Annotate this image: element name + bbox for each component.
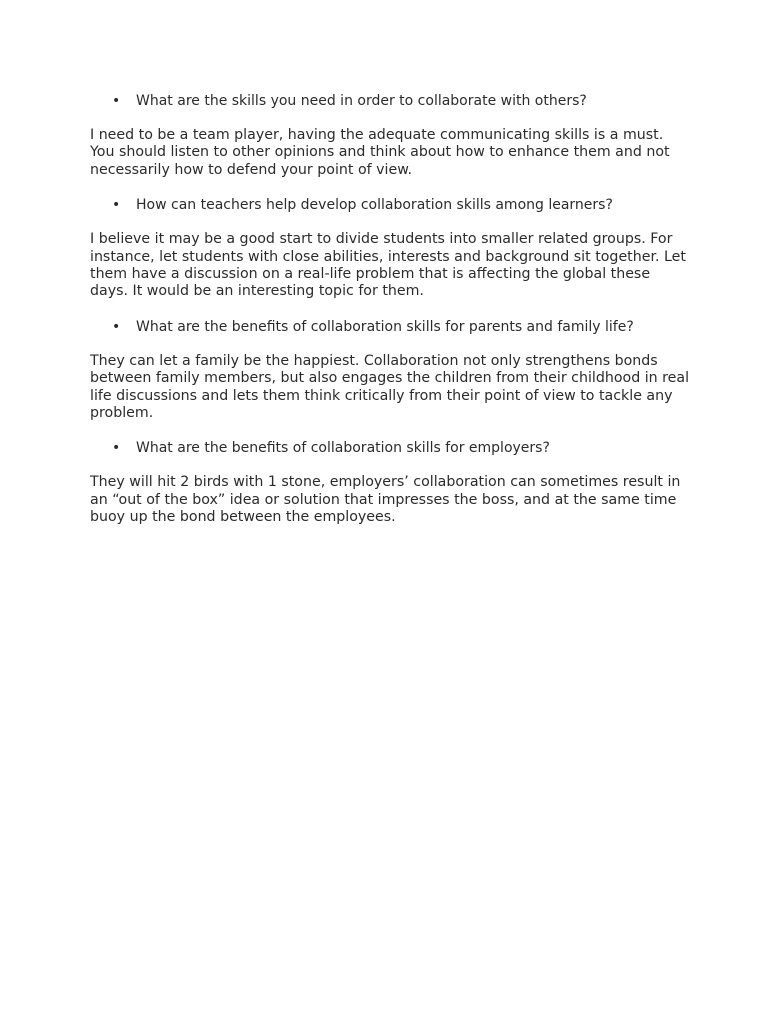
document-page (90, 92, 690, 544)
question-text: What are the benefits of collaboration skills for parents and family life? (136, 318, 634, 335)
bullet-icon: • (112, 197, 121, 214)
answer-paragraph: They will hit 2 birds with 1 stone, employers’ collaboration can sometimes result in an “out of the box” idea or solution that impresses the boss, and at the same time buoy up the bond between the employees. (90, 474, 681, 526)
answer-paragraph: They can let a family be the happiest. Collaboration not only strengthens bonds between family members, but also engages the children from their childhood in real life discussions and lets them think critically from their point of view to tackle any problem. (90, 352, 690, 422)
question-text: How can teachers help develop collaboration skills among learners? (136, 197, 613, 214)
qa-section-4 (90, 439, 690, 526)
bullet-icon: • (112, 440, 121, 457)
bullet-question (90, 196, 690, 214)
qa-section-1 (90, 92, 690, 179)
answer-paragraph: I need to be a team player, having the adequate communicating skills is a must. You should listen to other opinions and think about how to enhance them and not necessarily how to defend your point of view. (90, 127, 670, 178)
bullet-icon: • (112, 93, 121, 109)
bullet-question (90, 92, 690, 110)
answer-paragraph: I believe it may be a good start to divide students into smaller related groups. For instance, let students with close abilities, interests and background sit together. Let them have a discussion on a real-life problem that is affecting the global these days. It would be an interesting topic for them. (90, 231, 686, 300)
bullet-question (90, 439, 690, 457)
qa-section-3 (90, 318, 690, 423)
bullet-question (90, 318, 690, 336)
bullet-icon: • (112, 318, 121, 335)
question-text: What are the skills you need in order to collaborate with others? (136, 93, 587, 109)
question-text: What are the benefits of collaboration skills for employers? (136, 440, 550, 457)
qa-section-2 (90, 196, 690, 301)
